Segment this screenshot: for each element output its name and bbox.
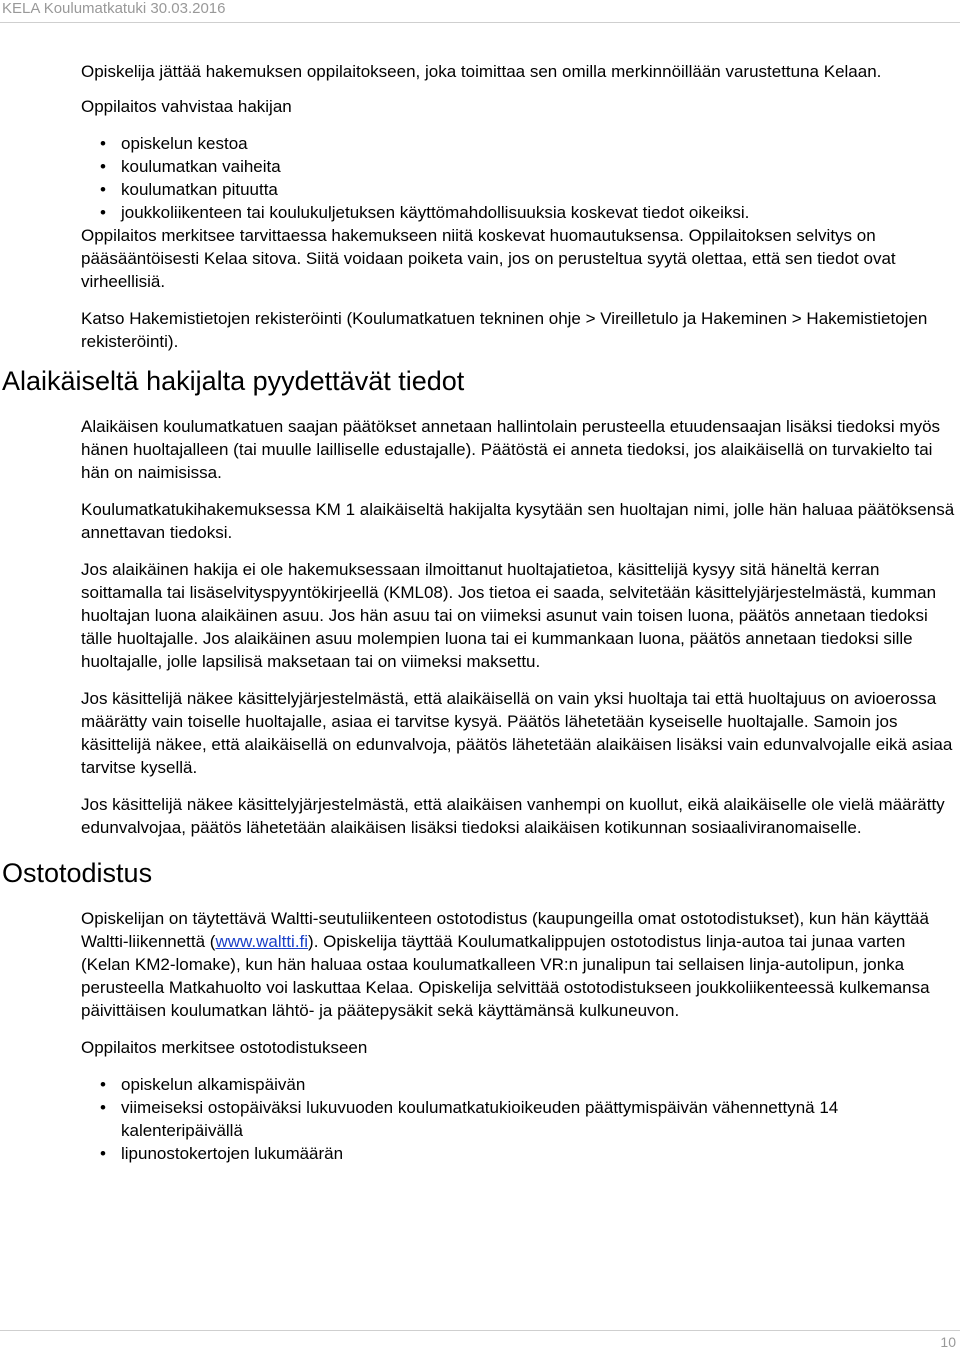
page-number: 10: [940, 1334, 956, 1350]
intro-paragraph-4: Katso Hakemistietojen rekisteröinti (Koulumatkatuen tekninen ohje > Vireilletulo ja Hakeminen > Hakemistietojen rekisteröinti).: [81, 309, 928, 351]
bullet-icon: •: [100, 1144, 106, 1163]
list-item-text: joukkoliikenteen tai koulukuljetuksen käyttömahdollisuuksia koskevat tiedot oikeiksi.: [121, 203, 750, 222]
list-item: [81, 1073, 951, 1096]
minor-paragraph-3: Jos alaikäinen hakija ei ole hakemuksessaan ilmoittanut huoltajatietoa, käsittelijä kysyy sitä häneltä kerran soittamalla tai lisäselvityspyyntökirjeellä (KML08). Jos tietoa ei saada, selvitetään käsittelyjärjestelmästä, kumman huoltajan luona alaikäinen asuu. Jos hän asuu tai on viimeksi asunut vain toisen luona, päätös annetaan tiedoksi tälle huoltajalle. Jos alaikäinen asuu molempien luona tai ei kummankaan luona, päätös annetaan tiedoksi sille huoltajalle, jolle lapsilisä maksetaan tai on viimeksi maksettu.: [81, 560, 937, 671]
list-item: [81, 155, 951, 178]
document-body: [0, 60, 960, 1165]
bullet-icon: •: [100, 134, 106, 153]
intro-paragraph-1: Opiskelija jättää hakemuksen oppilaitokseen, joka toimittaa sen omilla merkinnöillään varustettuna Kelaan.: [81, 62, 882, 81]
intro-paragraph-2: Oppilaitos vahvistaa hakijan: [81, 97, 292, 116]
purchase-paragraph-2: Oppilaitos merkitsee ostotodistukseen: [81, 1038, 368, 1057]
section-heading-minor: Alaikäiseltä hakijalta pyydettävät tiedot: [2, 366, 465, 396]
purchase-text-after-link: ). Opiskelija täyttää Koulumatkalippujen ostotodistus linja-autoa tai junaa varten (Kelan KM2-lomake), kun hän haluaa ostaa koulumatkalleen VR:n junalipun tai sellaisen linja-autolipun, jonka perusteella Matkahuolto voi laskuttaa Kelaa. Opiskelija selvittää ostotodistukseen joukkoliikenteessä kulkemansa päivittäisen koulumatkan lähtö- ja päätepysäkit sekä käyttämänsä kulkuneuvon.: [81, 932, 930, 1020]
bullet-icon: •: [100, 1075, 106, 1094]
minor-paragraph-1: Alaikäisen koulumatkatuen saajan päätökset annetaan hallintolain perusteella etuudensaajan lisäksi tiedoksi myös hänen huoltajalleen (tai muulle lailliselle edustajalle). Päätöstä ei anneta tiedoksi, jos alaikäisellä on turvakielto tai hän on naimisissa.: [81, 417, 941, 482]
list-item: [81, 1142, 951, 1165]
list-item-text: lipunostokertojen lukumäärän: [121, 1144, 344, 1163]
bullet-icon: •: [100, 180, 106, 199]
purchase-text-before-link: Opiskelijan on täytettävä Waltti-seutuliikenteen ostotodistus (kaupungeilla omat ostotodistukset), kun hän käyttää Waltti-liikennettä (: [81, 909, 929, 951]
list-item: [81, 201, 951, 224]
footer-divider: [0, 1330, 960, 1331]
list-item-text: koulumatkan vaiheita: [121, 157, 281, 176]
section-heading-purchase: Ostotodistus: [2, 858, 153, 888]
minor-paragraph-2: Koulumatkatukihakemuksessa KM 1 alaikäiseltä hakijalta kysytään sen huoltajan nimi, jolle hän haluaa päätöksensä annettavan tiedoksi.: [81, 500, 955, 542]
minor-paragraph-5: Jos käsittelijä näkee käsittelyjärjestelmästä, että alaikäisen vanhempi on kuollut, eikä alaikäiselle ole vielä määrätty edunvalvojaa, päätös lähetetään alaikäisen lisäksi tiedoksi alaikäisen kotikunnan sosiaaliviranomaiselle.: [81, 795, 945, 837]
purchase-paragraph-1: [81, 907, 957, 1022]
list-item-text: opiskelun alkamispäivän: [121, 1075, 306, 1094]
header-divider: [0, 22, 960, 23]
list-item: [81, 178, 951, 201]
list-item-text: opiskelun kestoa: [121, 134, 248, 153]
bullet-icon: •: [100, 203, 106, 222]
list-item: [81, 132, 951, 155]
document-header: KELA Koulumatkatuki 30.03.2016: [2, 0, 226, 17]
list-item-text: koulumatkan pituutta: [121, 180, 278, 199]
purchase-list: [81, 1073, 951, 1165]
bullet-icon: •: [100, 1098, 106, 1117]
list-item-text: viimeiseksi ostopäiväksi lukuvuoden koulumatkatukioikeuden päättymispäivän vähennettynä 14 kalenteripäivällä: [121, 1098, 839, 1140]
list-item: [81, 1096, 951, 1142]
minor-paragraph-4: Jos käsittelijä näkee käsittelyjärjestelmästä, että alaikäisellä on vain yksi huoltaja tai että huoltajuus on avioerossa määrätty vain toiselle huoltajalle, asiaa ei tarvitse kysyä. Päätös lähetetään kyseiselle huoltajalle. Samoin jos käsittelijä näkee, että alaikäisellä on edunvalvoja, päätös lähetetään alaikäisen lisäksi vain edunvalvojalle eikä asiaa tarvitse kysellä.: [81, 689, 953, 777]
intro-paragraph-3: Oppilaitos merkitsee tarvittaessa hakemukseen niitä koskevat huomautuksensa. Oppilaitoksen selvitys on pääsääntöisesti Kelaa sitova. Siitä voidaan poiketa vain, jos on perusteltua syytä olettaa, että sen tiedot ovat virheellisiä.: [81, 226, 896, 291]
verification-list: [81, 132, 951, 224]
waltti-link[interactable]: www.waltti.fi: [215, 932, 309, 951]
bullet-icon: •: [100, 157, 106, 176]
